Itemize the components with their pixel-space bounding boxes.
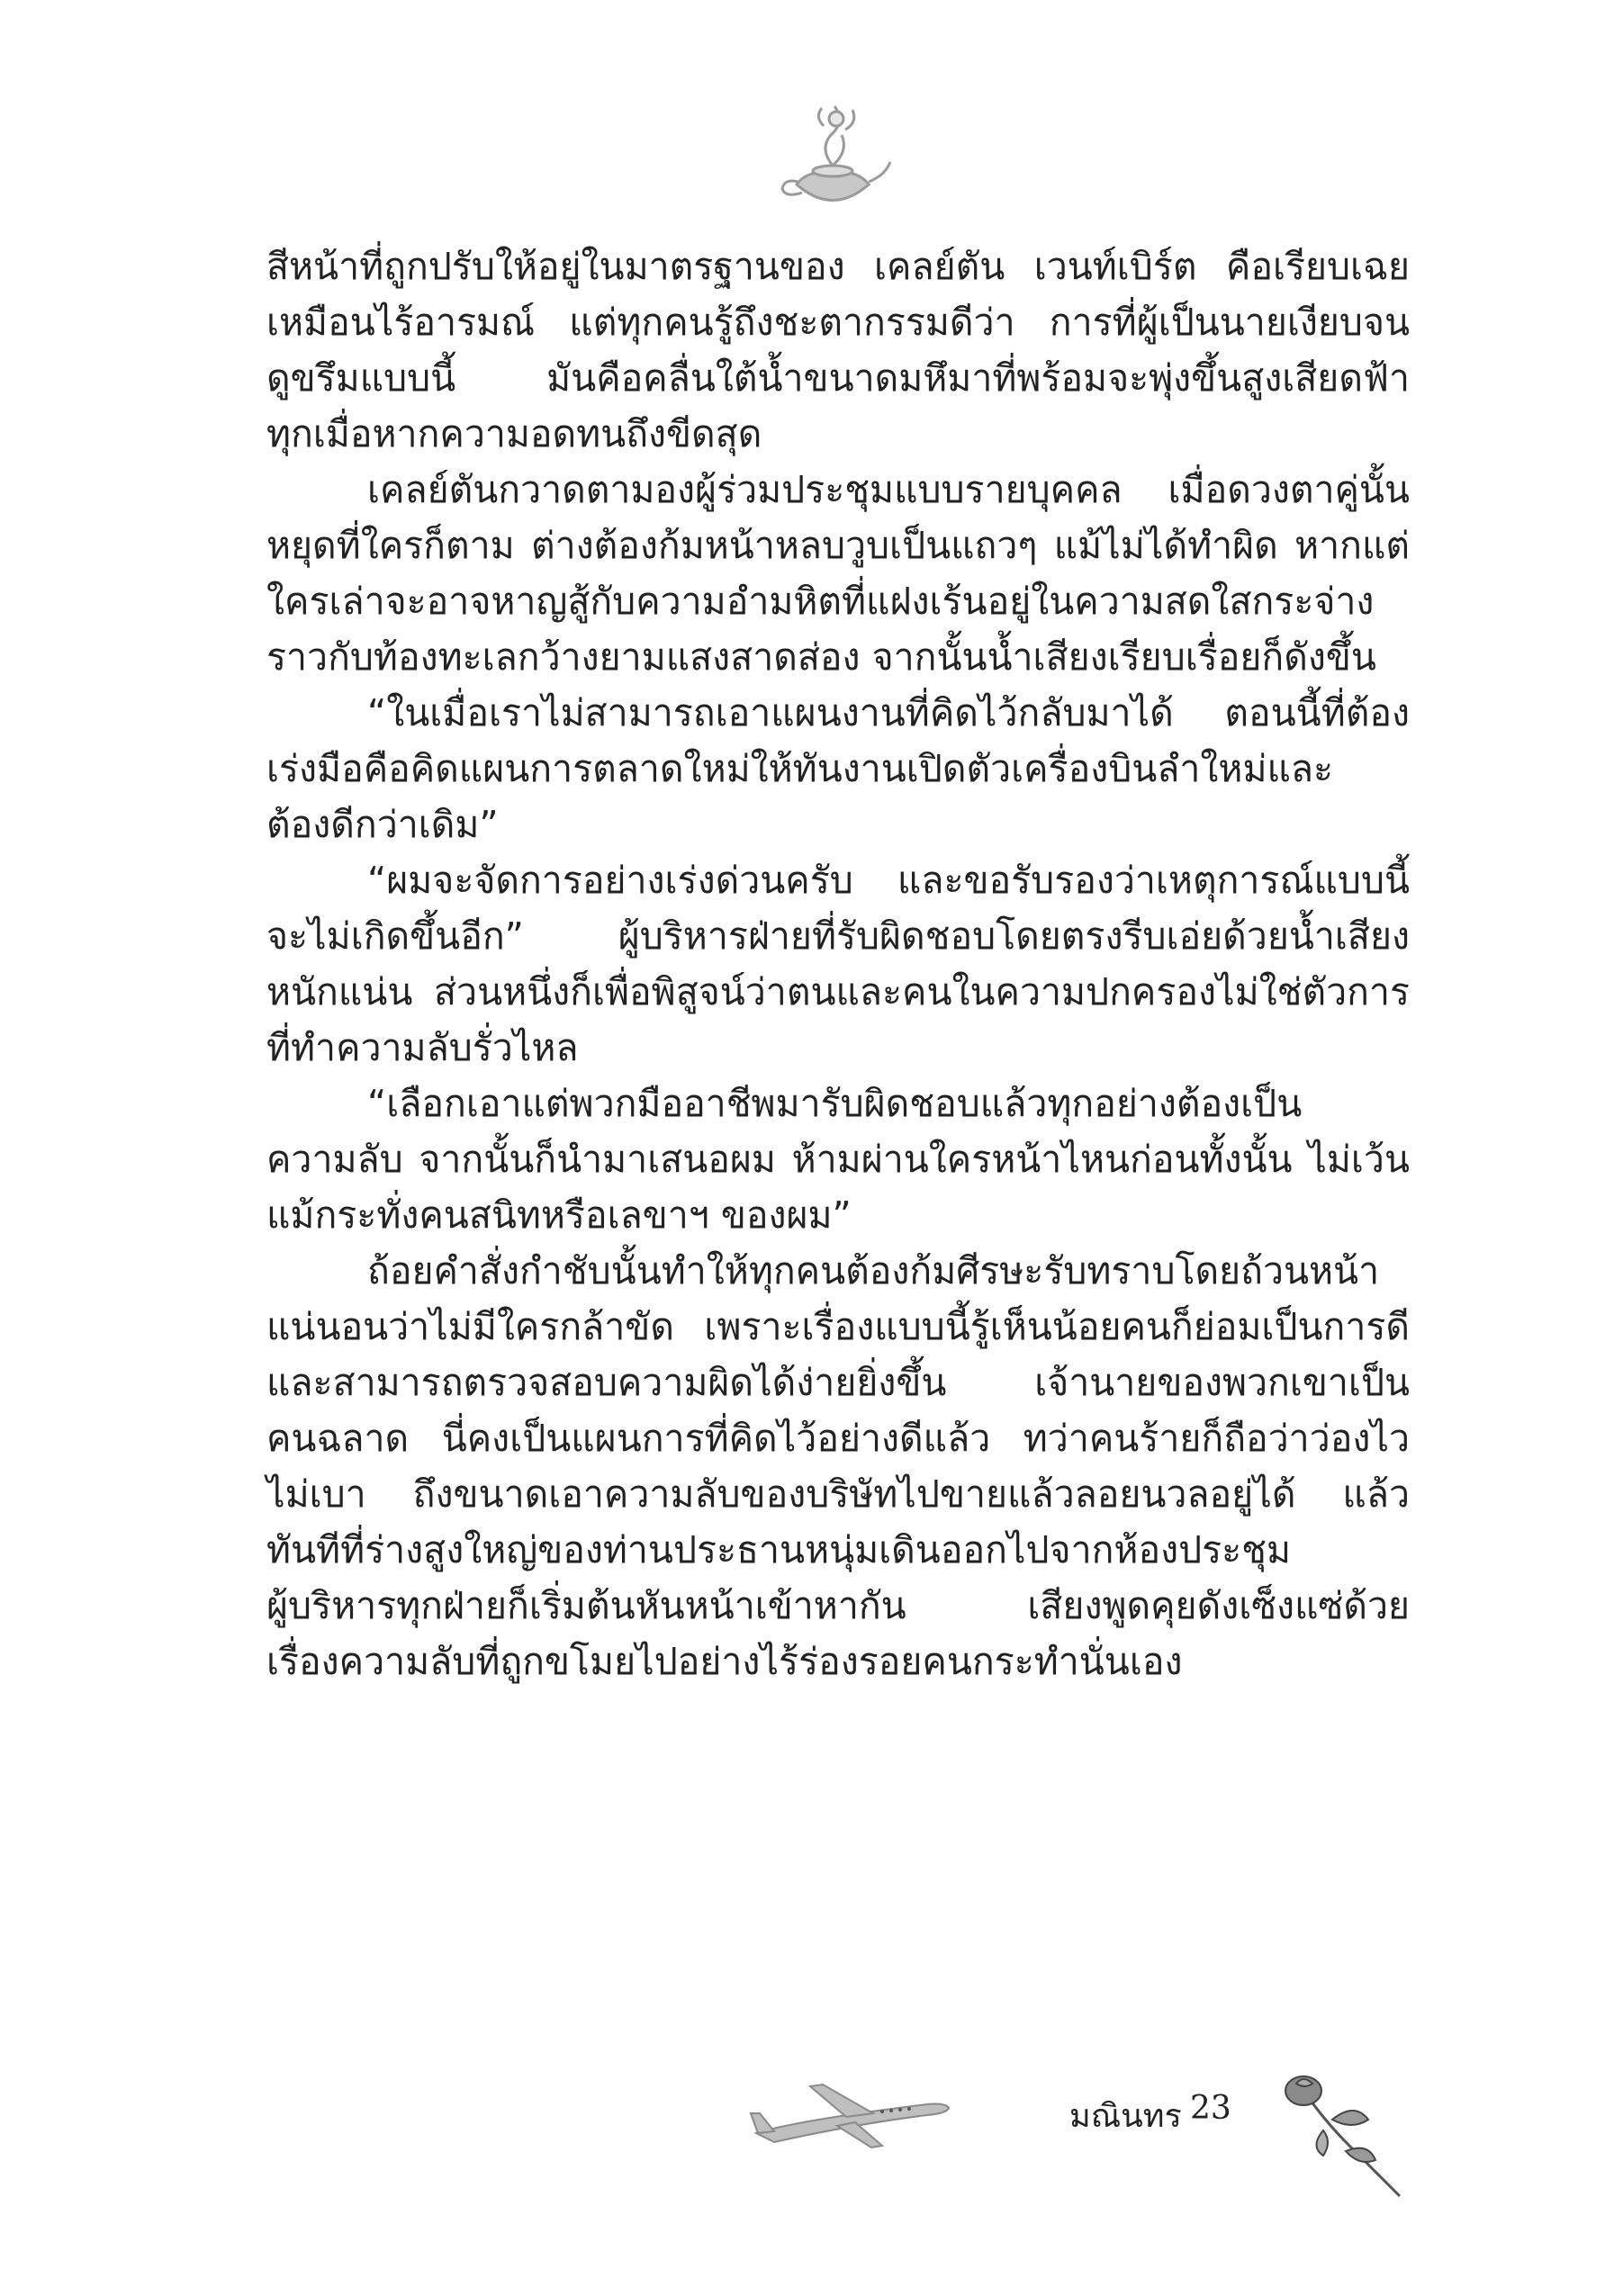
page-number: 23	[1190, 2090, 1231, 2127]
genie-lamp-icon	[770, 99, 896, 225]
text-line: ความลับ จากนั้นก็นำมาเสนอผม ห้ามผ่านใครหน้าไหนก่อนทั้งนั้น ไม่เว้น	[266, 1138, 1410, 1181]
text-line: “เลือกเอาแต่พวกมืออาชีพมารับผิดชอบแล้วทุกอย่างต้องเป็น	[367, 1082, 1303, 1125]
text-line: “ในเมื่อเราไม่สามารถเอาแผนงานที่คิดไว้กลับมาได้ ตอนนี้ที่ต้อง	[367, 691, 1410, 734]
text-line: หนักแน่น ส่วนหนึ่งก็เพื่อพิสูจน์ว่าตนและคนในความปกครองไม่ใช่ตัวการ	[266, 970, 1410, 1013]
text-line: ถ้อยคำสั่งกำชับนั้นทำให้ทุกคนต้องก้มศีรษะรับทราบโดยถ้วนหน้า	[367, 1249, 1380, 1292]
text-line: สีหน้าที่ถูกปรับให้อยู่ในมาตรฐานของ เคลย์ตัน เวนท์เบิร์ต คือเรียบเฉย	[266, 245, 1410, 288]
text-line: ต้องดีกว่าเดิม”	[266, 803, 499, 846]
text-line: จะไม่เกิดขึ้นอีก” ผู้บริหารฝ่ายที่รับผิดชอบโดยตรงรีบเอ่ยด้วยน้ำเสียง	[266, 914, 1410, 958]
text-line: ทันทีที่ร่างสูงใหญ่ของท่านประธานหนุ่มเดินออกไปจากห้องประชุม	[266, 1528, 1292, 1571]
text-line: เหมือนไร้อารมณ์ แต่ทุกคนรู้ถึงชะตากรรมดีว่า การที่ผู้เป็นนายเงียบจน	[266, 301, 1410, 344]
text-line: เรื่องความลับที่ถูกขโมยไปอย่างไร้ร่องรอยคนกระทำนั่นเอง	[266, 1640, 1183, 1683]
footer-author: มณินทร	[1069, 2098, 1182, 2135]
text-line: ใครเล่าจะอาจหาญสู้กับความอำมหิตที่แฝงเร้นอยู่ในความสดใสกระจ่าง	[266, 580, 1375, 623]
text-line: ที่ทำความลับรั่วไหล	[266, 1026, 579, 1069]
text-line: ไม่เบา ถึงขนาดเอาความลับของบริษัทไปขายแล้วลอยนวลอยู่ได้ แล้ว	[266, 1472, 1410, 1516]
text-line: ดูขรึมแบบนี้ มันคือคลื่นใต้น้ำขนาดมหึมาที่พร้อมจะพุ่งขึ้นสูงเสียดฟ้า	[266, 356, 1410, 400]
page-footer	[0, 2043, 1605, 2187]
text-line: ทุกเมื่อหากความอดทนถึงขีดสุด	[266, 412, 762, 455]
rose-icon	[1269, 2066, 1404, 2201]
text-line: เร่งมือคือคิดแผนการตลาดใหม่ให้ทันงานเปิดตัวเครื่องบินลำใหม่และ	[266, 747, 1334, 790]
text-line: เคลย์ตันกวาดตามองผู้ร่วมประชุมแบบรายบุคคล เมื่อดวงตาคู่นั้น	[367, 468, 1410, 511]
text-line: “ผมจะจัดการอย่างเร่งด่วนครับ และขอรับรองว่าเหตุการณ์แบบนี้	[367, 859, 1410, 902]
text-line: แน่นอนว่าไม่มีใครกล้าขัด เพราะเรื่องแบบนี้รู้เห็นน้อยคนก็ย่อมเป็นการดี	[266, 1305, 1410, 1348]
text-line: และสามารถตรวจสอบความผิดได้ง่ายยิ่งขึ้น เจ้านายของพวกเขาเป็น	[266, 1361, 1410, 1404]
text-line: ราวกับท้องทะเลกว้างยามแสงสาดส่อง จากนั้นน้ำเสียงเรียบเรื่อยก็ดังขึ้น	[266, 635, 1376, 679]
text-line: หยุดที่ใครก็ตาม ต่างต้องก้มหน้าหลบวูบเป็นแถวๆ แม้ไม่ได้ทำผิด หากแต่	[266, 524, 1410, 567]
text-line: แม้กระทั่งคนสนิทหรือเลขาฯ ของผม”	[266, 1193, 852, 1237]
text-line: คนฉลาด นี่คงเป็นแผนการที่คิดไว้อย่างดีแล้ว ทว่าคนร้ายก็ถือว่าว่องไว	[266, 1417, 1410, 1460]
body-text	[266, 239, 1410, 1689]
text-line: ผู้บริหารทุกฝ่ายก็เริ่มต้นหันหน้าเข้าหากัน เสียงพูดคุยดังเซ็งแซ่ด้วย	[266, 1584, 1410, 1627]
airplane-icon	[747, 2070, 954, 2151]
